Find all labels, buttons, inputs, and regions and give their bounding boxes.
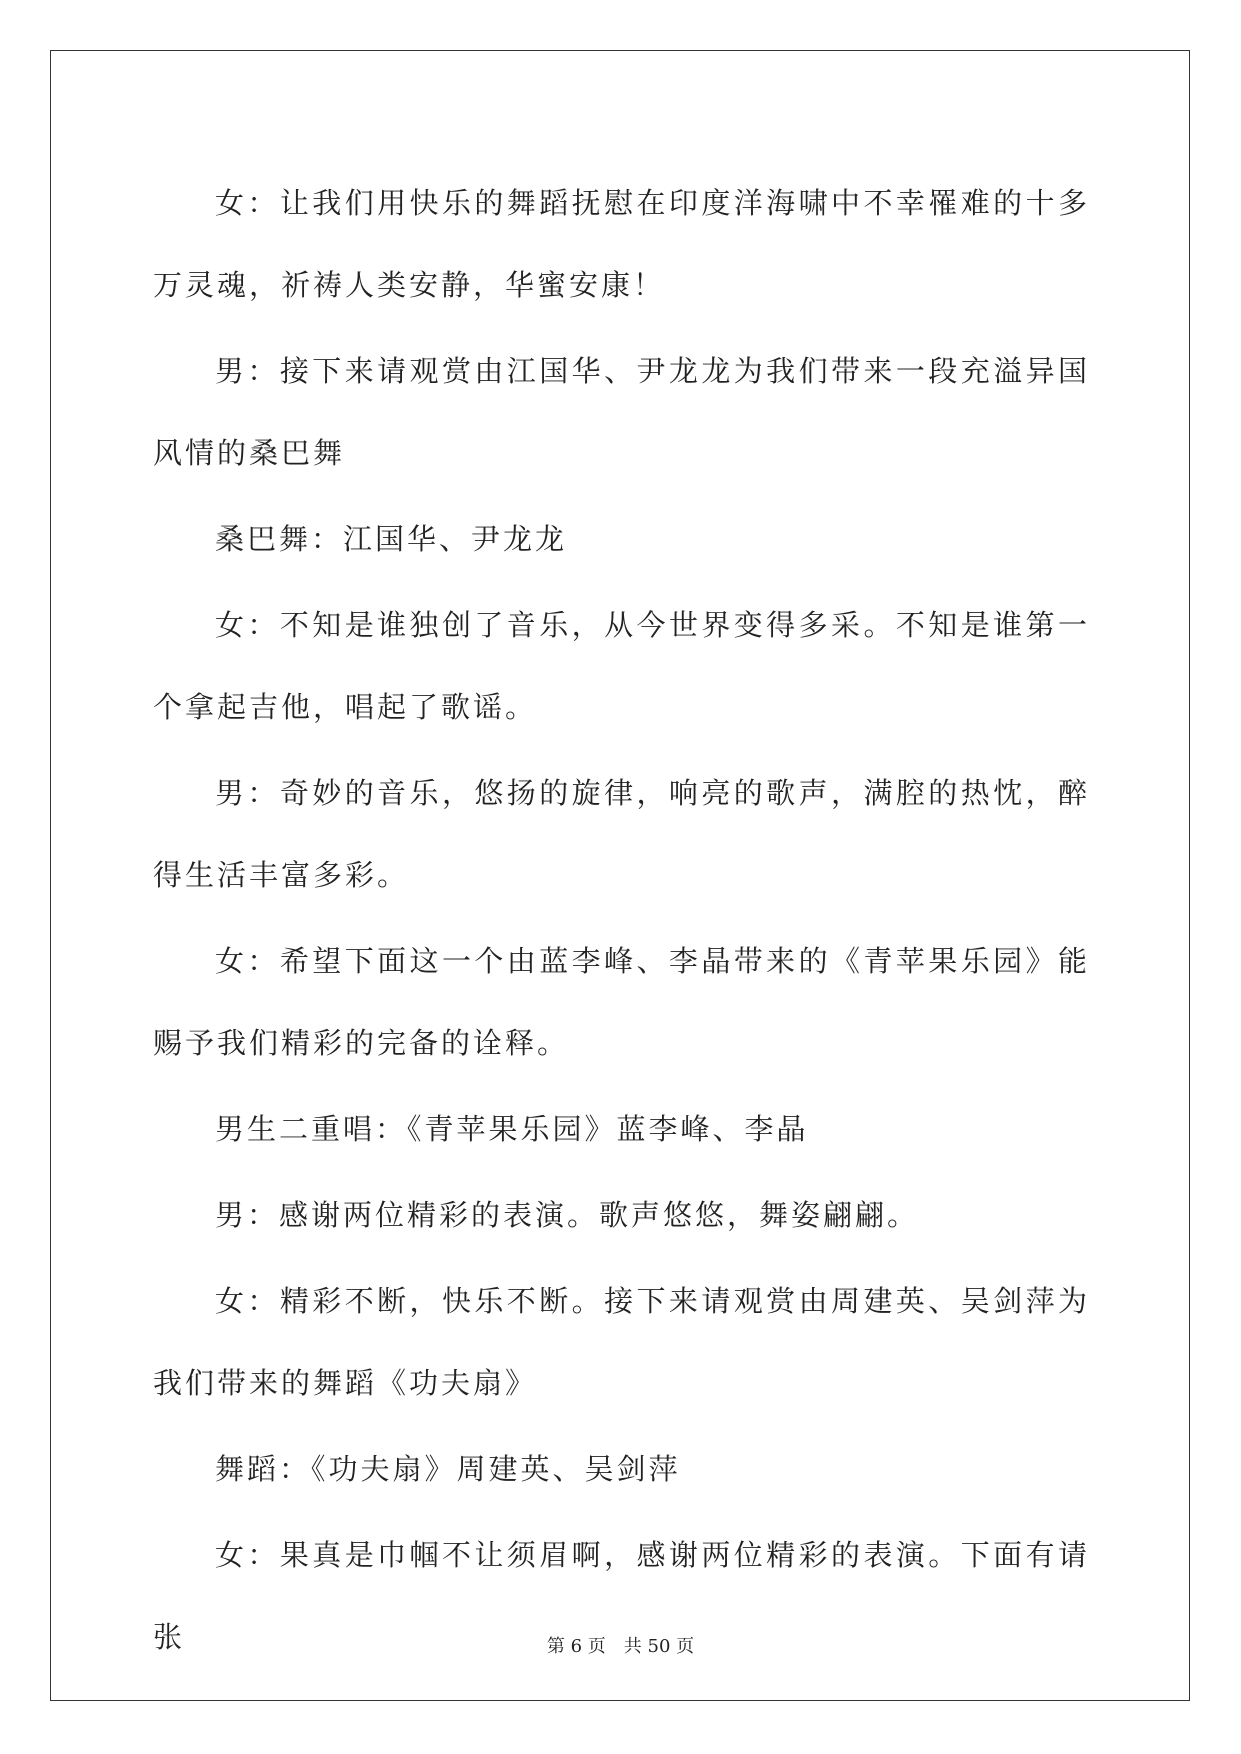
paragraph: 女：希望下面这一个由蓝李峰、李晶带来的《青苹果乐园》能赐予我们精彩的完备的诠释。 xyxy=(153,944,1090,1060)
page-number-footer: 第 6 页 共 50 页 xyxy=(546,1636,695,1657)
paragraph: 女：果真是巾帼不让须眉啊，感谢两位精彩的表演。下面有请张 xyxy=(153,1538,1090,1654)
paragraph: 舞蹈：《功夫扇》周建英、吴剑萍 xyxy=(215,1452,681,1486)
paragraph: 女：精彩不断，快乐不断。接下来请观赏由周建英、吴剑萍为我们带来的舞蹈《功夫扇》 xyxy=(153,1284,1090,1400)
paragraph: 男生二重唱：《青苹果乐园》蓝李峰、李晶 xyxy=(215,1112,809,1146)
paragraph: 男：奇妙的音乐，悠扬的旋律，响亮的歌声，满腔的热忱，醉得生活丰富多彩。 xyxy=(153,776,1090,892)
paragraph: 桑巴舞：江国华、尹龙龙 xyxy=(215,522,568,556)
document-body xyxy=(153,162,1090,1682)
paragraph: 男：接下来请观赏由江国华、尹龙龙为我们带来一段充溢异国风情的桑巴舞 xyxy=(153,354,1090,470)
paragraph: 女：不知是谁独创了音乐，从今世界变得多采。不知是谁第一个拿起吉他，唱起了歌谣。 xyxy=(153,608,1090,724)
paragraph: 女：让我们用快乐的舞蹈抚慰在印度洋海啸中不幸罹难的十多万灵魂，祈祷人类安静，华蜜安康！ xyxy=(153,186,1090,302)
paragraph: 男：感谢两位精彩的表演。歌声悠悠，舞姿翩翩。 xyxy=(215,1198,920,1232)
